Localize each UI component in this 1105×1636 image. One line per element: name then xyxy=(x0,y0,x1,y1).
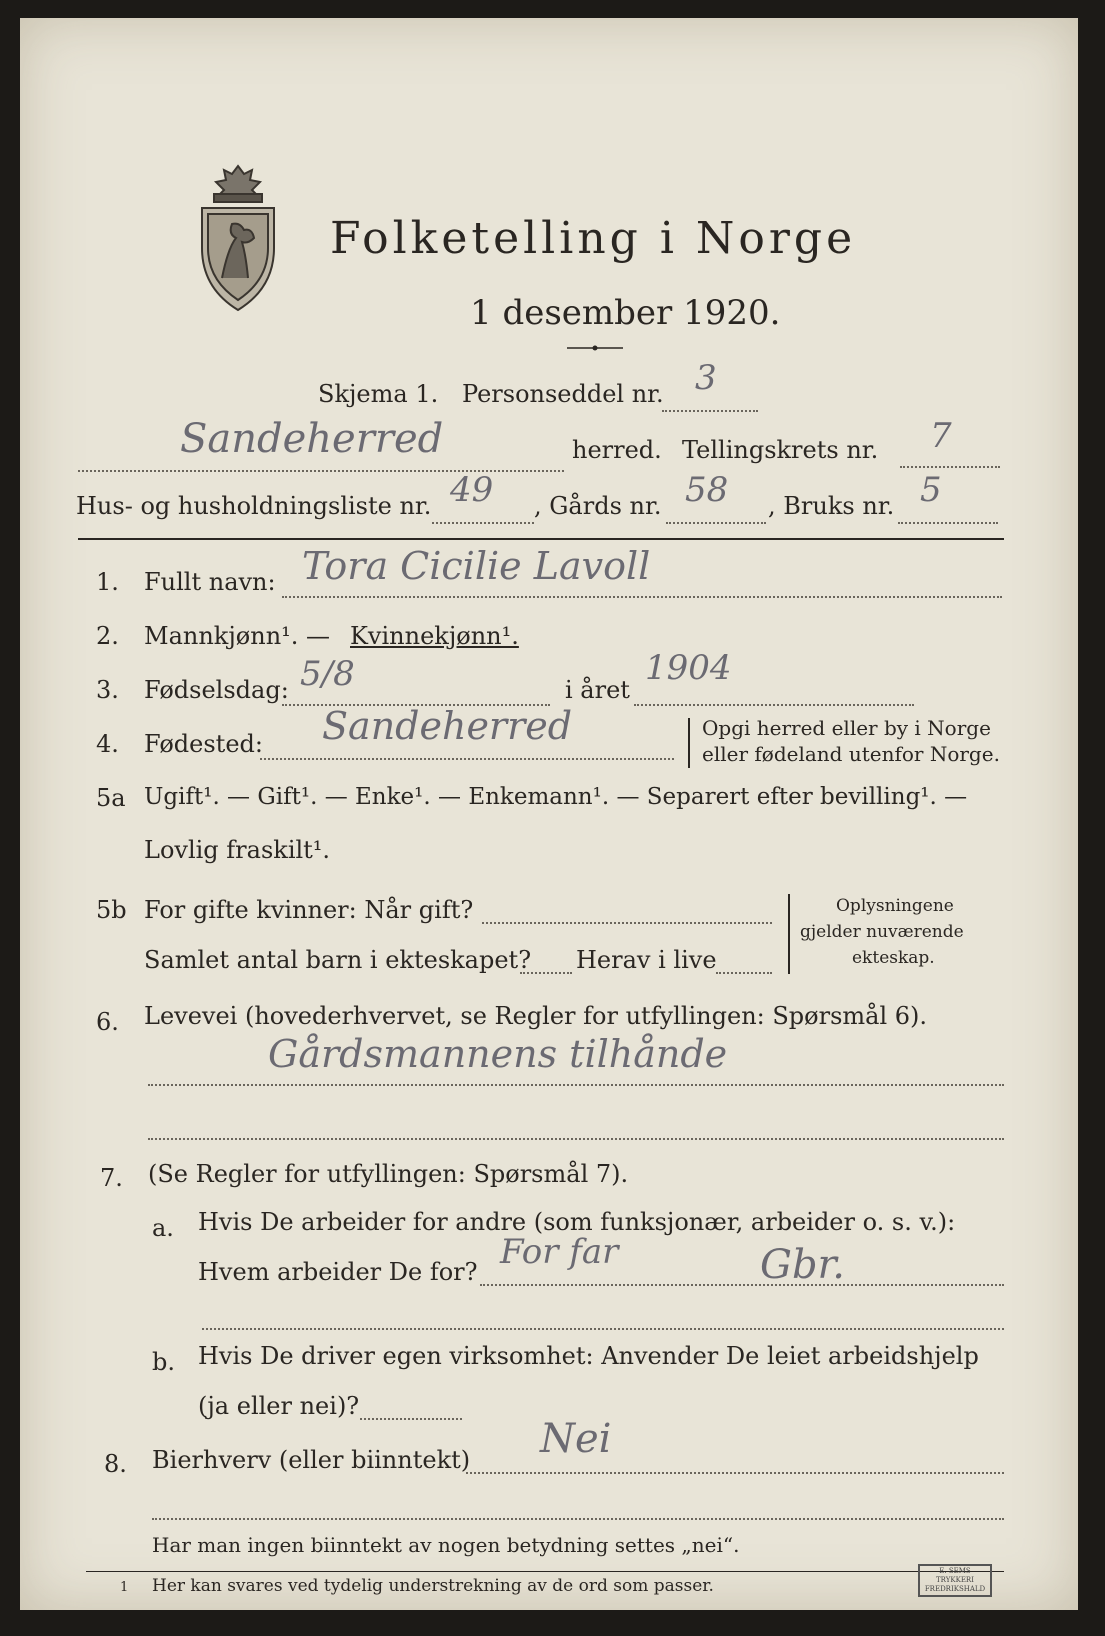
q5a-option-divorced: Lovlig fraskilt¹. xyxy=(144,836,331,864)
q1-full-name: Tora Cicilie Lavoll xyxy=(302,544,651,588)
q2-number: 2. xyxy=(96,622,119,650)
q3-label: Fødselsdag: xyxy=(144,676,289,704)
q2-male-option: Mannkjønn¹. — xyxy=(144,622,331,650)
q6-label: Levevei (hovederhvervet, se Regler for utfyllingen: Spørsmål 6). xyxy=(144,1002,928,1030)
herred-label: herred. xyxy=(572,436,662,464)
bruks-label: , Bruks nr. xyxy=(768,492,895,520)
q5b-number: 5b xyxy=(96,896,127,924)
census-date: 1 desember 1920. xyxy=(470,293,781,333)
q8-label: Bierhverv (eller biinntekt) xyxy=(152,1446,471,1474)
q2-female-option: Kvinnekjønn¹. xyxy=(350,622,519,650)
personseddel-value: 3 xyxy=(695,358,717,398)
gards-value: 58 xyxy=(685,470,729,510)
q5b-alive-label: Herav i live xyxy=(576,946,717,974)
header-rule xyxy=(78,538,1004,540)
q7b-question: (ja eller nei)? xyxy=(198,1392,360,1420)
q5b-children-label: Samlet antal barn i ekteskapet? xyxy=(144,946,532,974)
tellingskrets-value: 7 xyxy=(930,416,952,456)
q5a-options: Ugift¹. — Gift¹. — Enke¹. — Enkemann¹. — Separert efter bevilling¹. — xyxy=(144,784,968,810)
q7a-employer-abbrev: Gbr. xyxy=(760,1242,845,1288)
q4-number: 4. xyxy=(96,730,119,758)
footnote-mark: 1 xyxy=(120,1580,129,1595)
q5b-married-label: For gifte kvinner: Når gift? xyxy=(144,896,474,924)
ornament-divider xyxy=(565,343,625,353)
q3-year-label: i året xyxy=(565,676,630,704)
q1-number: 1. xyxy=(96,568,119,596)
herred-value: Sandeherred xyxy=(180,416,444,462)
q3-number: 3. xyxy=(96,676,119,704)
q4-note-line2: eller fødeland utenfor Norge. xyxy=(702,742,1000,766)
hus-value: 49 xyxy=(450,470,494,510)
q4-note-line1: Opgi herred eller by i Norge xyxy=(702,716,991,740)
coat-of-arms-icon xyxy=(192,158,284,318)
q7b-letter: b. xyxy=(152,1348,175,1376)
q6-number: 6. xyxy=(96,1008,119,1036)
footnote-text: Her kan svares ved tydelig understrekning av de ord som passer. xyxy=(152,1576,714,1596)
q5b-note-line1: Oplysningene xyxy=(836,896,954,916)
q3-year: 1904 xyxy=(645,648,732,688)
q7a-text: Hvis De arbeider for andre (som funksjonær, arbeider o. s. v.): xyxy=(198,1208,956,1236)
footer-rule xyxy=(86,1571,1004,1572)
q3-birthday: 5/8 xyxy=(300,654,355,694)
footer-note: Har man ingen biinntekt av nogen betydning settes „nei“. xyxy=(152,1533,740,1557)
q4-birthplace: Sandeherred xyxy=(322,704,573,748)
q8-answer: Nei xyxy=(540,1416,612,1462)
q7a-question: Hvem arbeider De for? xyxy=(198,1258,478,1286)
personseddel-label: Personseddel nr. xyxy=(462,380,664,408)
hus-label: Hus- og husholdningsliste nr. xyxy=(76,492,432,520)
census-form xyxy=(20,18,1078,1610)
q5a-number: 5a xyxy=(96,784,126,812)
q6-occupation: Gårdsmannens tilhånde xyxy=(268,1032,728,1076)
q7-number: 7. xyxy=(100,1164,123,1192)
q5b-note-line3: ekteskap. xyxy=(852,948,935,968)
printer-stamp: E. SEMS TRYKKERI FREDRIKSHALD xyxy=(918,1564,992,1597)
q4-label: Fødested: xyxy=(144,730,263,758)
q7b-text: Hvis De driver egen virksomhet: Anvender De leiet arbeidshjelp xyxy=(198,1342,979,1370)
q7a-letter: a. xyxy=(152,1214,174,1242)
skjema-label: Skjema 1. xyxy=(318,380,439,408)
q7-label: (Se Regler for utfyllingen: Spørsmål 7). xyxy=(148,1160,629,1188)
form-title: Folketelling i Norge xyxy=(330,213,857,264)
q8-number: 8. xyxy=(104,1450,127,1478)
bruks-value: 5 xyxy=(920,470,942,510)
q7a-employer: For far xyxy=(500,1232,619,1272)
q1-label: Fullt navn: xyxy=(144,568,276,596)
q5b-note-line2: gjelder nuværende xyxy=(800,922,964,942)
tellingskrets-label: Tellingskrets nr. xyxy=(682,436,879,464)
gards-label: , Gårds nr. xyxy=(534,492,662,520)
